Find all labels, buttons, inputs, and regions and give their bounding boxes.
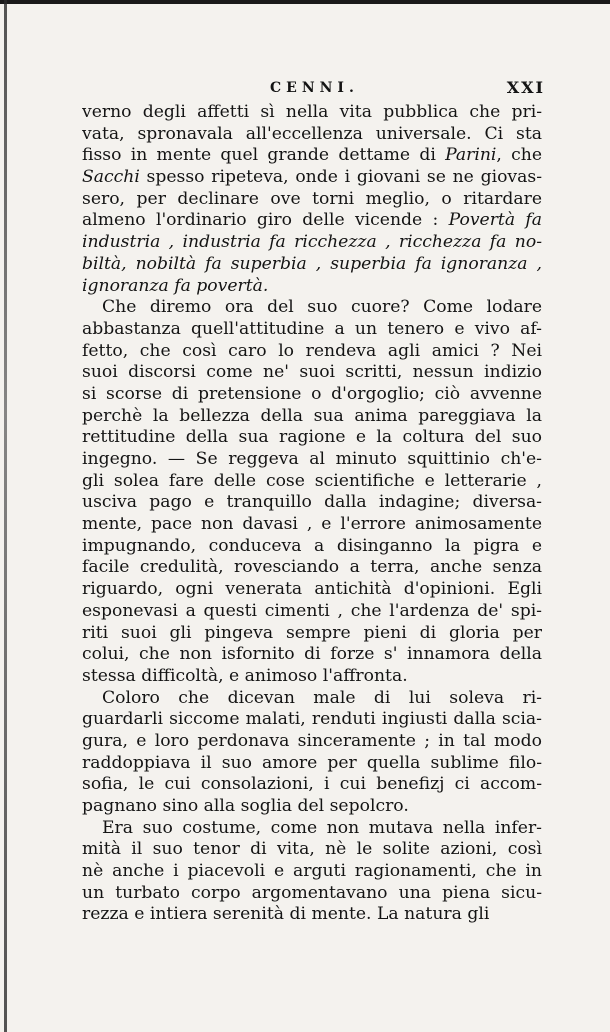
text-line <box>82 297 542 319</box>
text-run: esponevasi a questi cimenti , che l'ardenza de' spi- <box>82 600 542 621</box>
body-text <box>82 102 542 926</box>
text-line <box>82 536 542 558</box>
italic-text: Parini <box>445 145 497 166</box>
text-run: gura, e loro perdonava sinceramente ; in tal modo <box>82 730 542 751</box>
text-line <box>82 861 542 883</box>
text-line <box>82 709 542 731</box>
text-line <box>82 124 542 146</box>
text-line <box>82 731 542 753</box>
text-run: nè anche i piacevoli e arguti ragionamenti, che in <box>82 861 542 882</box>
text-run: vata, spronavala all'eccellenza universale. Ci sta <box>82 123 542 144</box>
text-line <box>82 666 542 688</box>
text-run: Che diremo ora del suo cuore? Come lodare <box>102 297 542 318</box>
text-line <box>82 644 542 666</box>
italic-text: industria , industria fa ricchezza , ricchezza fa no- <box>82 232 542 253</box>
text-line <box>82 362 542 384</box>
text-line <box>82 276 542 298</box>
text-line <box>82 688 542 710</box>
text-line <box>82 839 542 861</box>
text-run: un turbato corpo argomentavano una piena sicu- <box>82 882 542 903</box>
running-head: CENNI. <box>270 80 359 96</box>
text-line <box>82 514 542 536</box>
text-run: gli solea fare delle cose scientifiche e letterarie , <box>82 470 542 491</box>
text-run: rettitudine della sua ragione e la coltura del suo <box>82 427 542 448</box>
paragraph <box>82 688 542 818</box>
text-line <box>82 189 542 211</box>
text-line <box>82 471 542 493</box>
text-run: sero, per declinare ove torni meglio, o ritardare <box>82 188 542 209</box>
text-run: mità il suo tenor di vita, nè le solite azioni, così <box>82 839 542 860</box>
text-run: mente, pace non davasi , e l'errore animosamente <box>82 514 542 535</box>
text-line <box>82 319 542 341</box>
text-line <box>82 167 542 189</box>
text-run: usciva pago e tranquillo dalla indagine; diversa- <box>82 492 542 513</box>
text-line <box>82 145 542 167</box>
text-run: riti suoi gli pingeva sempre pieni di gloria per <box>82 622 542 643</box>
text-line <box>82 904 542 926</box>
text-run: spesso ripeteva, onde i giovani se ne giovas- <box>139 167 542 188</box>
text-line <box>82 774 542 796</box>
text-run: guardarli siccome malati, renduti ingiusti dalla scia- <box>82 709 542 730</box>
text-run: rezza e intiera serenità di mente. La natura gli <box>82 904 490 925</box>
text-run: almeno l'ordinario giro delle vicende : <box>82 210 449 231</box>
top-page-edge <box>0 0 610 4</box>
text-line <box>82 579 542 601</box>
italic-text: biltà, nobiltà fa superbia , superbia fa ignoranza , <box>82 253 542 274</box>
text-run: ingegno. — Se reggeva al minuto squittinio ch'e- <box>82 449 542 469</box>
text-run: fetto, che così caro lo rendeva agli amici ? Nei <box>82 340 542 361</box>
text-line <box>82 341 542 363</box>
text-line <box>82 384 542 406</box>
text-line <box>82 427 542 449</box>
text-line <box>82 406 542 428</box>
text-run: si scorse di pretensione o d'orgoglio; ciò avvenne <box>82 383 542 404</box>
text-run: Era suo costume, come non mutava nella infer- <box>102 817 542 838</box>
text-run: impugnando, conduceva a disinganno la pigra e <box>82 535 542 556</box>
text-run: suoi discorsi come ne' suoi scritti, nessun indizio <box>82 362 542 383</box>
text-run: colui, che non isfornito di forze s' innamora della <box>82 644 542 665</box>
text-line <box>82 883 542 905</box>
text-run: abbastanza quell'attitudine a un tenero e vivo af- <box>82 318 542 339</box>
italic-text: Sacchi <box>82 167 140 188</box>
text-run: facile credulità, rovesciando a terra, anche senza <box>82 557 542 578</box>
page-header <box>80 74 545 104</box>
italic-text: ignoranza fa povertà. <box>82 275 269 296</box>
text-run: Coloro che dicevan male di lui soleva ri- <box>102 687 542 708</box>
text-line <box>82 623 542 645</box>
text-run: verno degli affetti sì nella vita pubblica che pri- <box>82 102 542 122</box>
text-run: raddoppiava il suo amore per quella sublime filo- <box>82 752 542 773</box>
paragraph <box>82 818 542 926</box>
text-run: riguardo, ogni venerata antichità d'opinioni. Egli <box>82 579 542 600</box>
text-line <box>82 449 542 471</box>
text-run: fisso in mente quel grande dettame di <box>82 145 446 166</box>
text-line <box>82 753 542 775</box>
text-line <box>82 601 542 623</box>
page-number: XXI <box>506 78 545 97</box>
text-line <box>82 232 542 254</box>
italic-text: Povertà fa <box>448 210 542 231</box>
text-run: pagnano sino alla soglia del sepolcro. <box>82 796 409 816</box>
text-line <box>82 210 542 232</box>
paragraph <box>82 102 542 297</box>
text-line <box>82 796 542 818</box>
text-run: stessa difficoltà, e animoso l'affronta. <box>82 665 408 686</box>
text-line <box>82 492 542 514</box>
text-line <box>82 254 542 276</box>
text-line <box>82 102 542 124</box>
text-line <box>82 818 542 840</box>
paragraph <box>82 297 542 687</box>
text-run: sofia, le cui consolazioni, i cui benefizj ci accom- <box>82 774 542 795</box>
left-page-edge <box>4 0 7 1032</box>
text-line <box>82 557 542 579</box>
text-run: , che <box>496 145 542 166</box>
text-run: perchè la bellezza della sua anima pareggiava la <box>82 405 542 426</box>
